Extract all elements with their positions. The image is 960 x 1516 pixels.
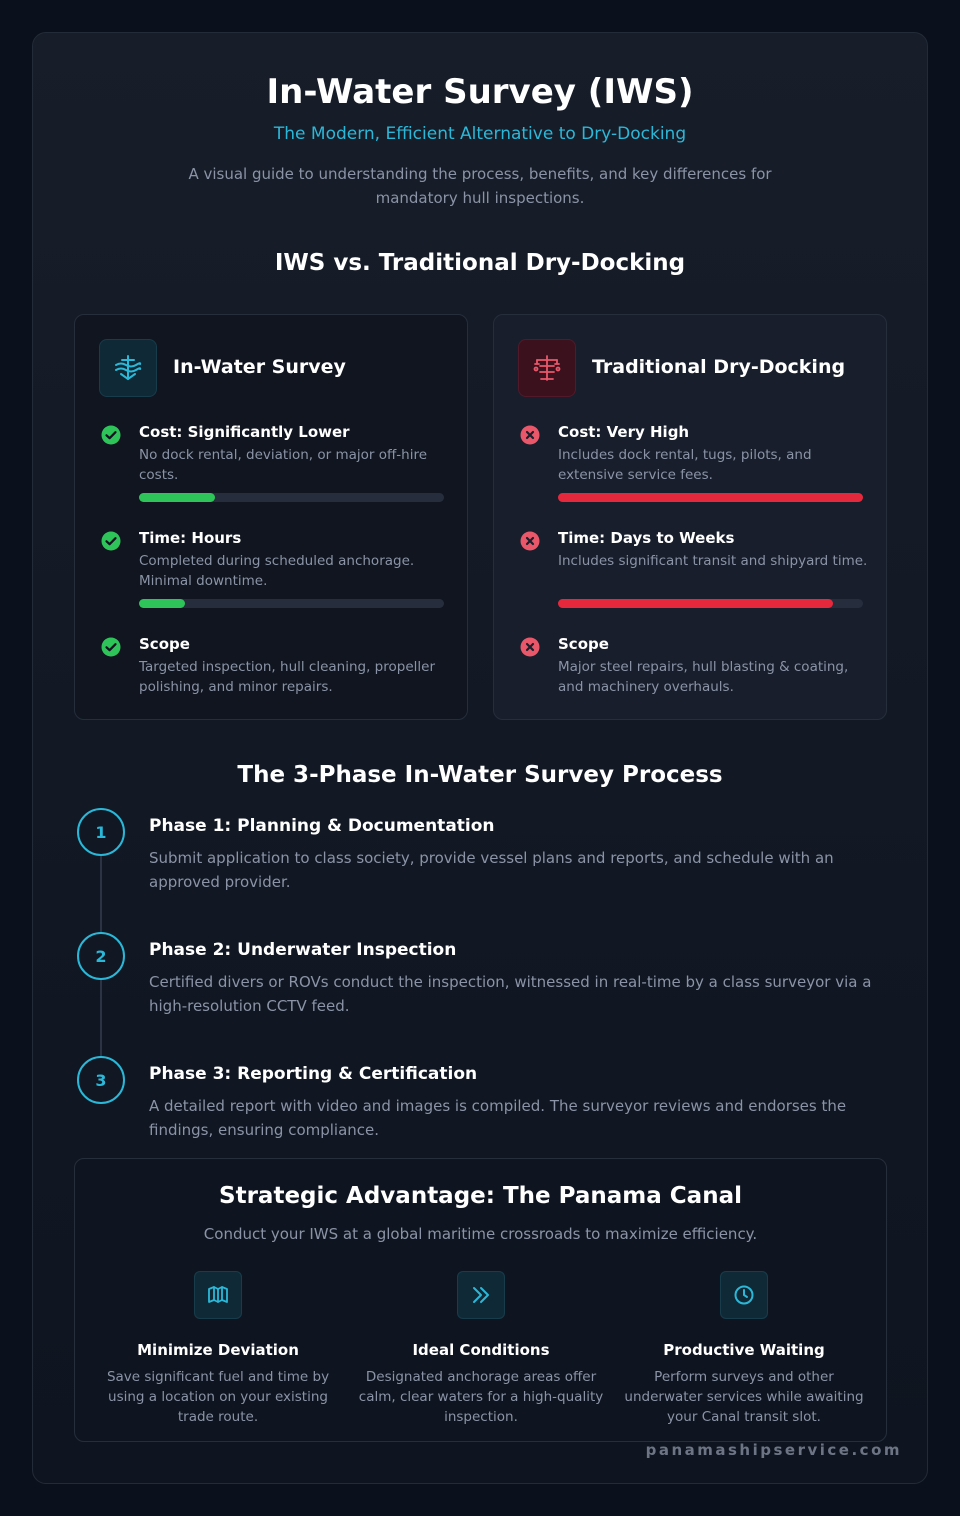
- comparison-section-title: IWS vs. Traditional Dry-Docking: [274, 250, 686, 276]
- x-circle-icon: [520, 637, 540, 657]
- check-circle-icon: [101, 531, 121, 551]
- feature-desc: Perform surveys and other underwater services while awaiting your Canal transit slot.: [624, 1369, 864, 1425]
- check-circle-icon: [101, 425, 121, 445]
- intro-text: A visual guide to understanding the process, benefits, and key differences for mandatory hull inspections.: [188, 165, 772, 207]
- panama-subtitle: Conduct your IWS at a global maritime crossroads to maximize efficiency.: [203, 1225, 758, 1243]
- feature-desc: Save significant fuel and time by using a location on your existing trade route.: [106, 1369, 330, 1425]
- phase-3-title: Phase 3: Reporting & Certification: [149, 1064, 478, 1084]
- drydock-time-bar-fill: [558, 599, 833, 608]
- panama-panel: [74, 1158, 887, 1442]
- phase-3-desc: A detailed report with video and images is compiled. The surveyor reviews and endorses the findings, ensuring compliance.: [149, 1097, 847, 1139]
- feature-title: Minimize Deviation: [137, 1341, 299, 1359]
- drydock-cost-bar-fill: [558, 493, 863, 502]
- phase-1-title: Phase 1: Planning & Documentation: [149, 816, 495, 836]
- x-circle-icon: [520, 531, 540, 551]
- feature-title: Ideal Conditions: [412, 1341, 550, 1359]
- drydock-cost-desc: Includes dock rental, tugs, pilots, and extensive service fees.: [558, 447, 812, 483]
- iws-cost-desc: No dock rental, deviation, or major off-hire costs.: [139, 447, 428, 483]
- iws-time-bar-fill: [139, 599, 185, 608]
- iws-time-title: Time: Hours: [139, 529, 242, 547]
- phase-2-number: 2: [77, 932, 125, 980]
- iws-cost-bar-fill: [139, 493, 215, 502]
- phase-3-number: 3: [77, 1056, 125, 1104]
- drydock-heading: Traditional Dry-Docking: [592, 356, 846, 378]
- iws-scope-desc: Targeted inspection, hull cleaning, propeller polishing, and minor repairs.: [139, 659, 435, 695]
- phase-2-title: Phase 2: Underwater Inspection: [149, 940, 457, 960]
- iws-time-bar: [139, 599, 444, 608]
- panama-title: Strategic Advantage: The Panama Canal: [219, 1183, 742, 1209]
- timeline-connector: [100, 980, 102, 1058]
- timeline-connector: [100, 856, 102, 934]
- feature-minimize-deviation: [87, 1271, 349, 1427]
- phase-2-desc: Certified divers or ROVs conduct the inspection, witnessed in real-time by a class surveyor via a high-resolution CCTV feed.: [149, 973, 872, 1015]
- process-section-title: The 3-Phase In-Water Survey Process: [237, 762, 723, 788]
- iws-card: [74, 314, 468, 720]
- iws-cost-title: Cost: Significantly Lower: [139, 423, 350, 441]
- drydock-card: [493, 314, 887, 720]
- chevrons-right-icon: [457, 1271, 505, 1319]
- phase-1-number: 1: [77, 808, 125, 856]
- page-subtitle: The Modern, Efficient Alternative to Dry-Docking: [273, 124, 687, 144]
- check-circle-icon: [101, 637, 121, 657]
- footer-site-link[interactable]: panamashipservice.com: [645, 1441, 902, 1459]
- feature-title: Productive Waiting: [663, 1341, 825, 1359]
- page-title: In-Water Survey (IWS): [266, 72, 694, 112]
- drydock-cost-bar: [558, 493, 863, 502]
- drydock-scope-desc: Major steel repairs, hull blasting & coating, and machinery overhauls.: [558, 659, 849, 695]
- map-icon: [194, 1271, 242, 1319]
- iws-time-desc: Completed during scheduled anchorage. Minimal downtime.: [139, 553, 415, 589]
- iws-scope-title: Scope: [139, 635, 190, 653]
- crane-icon: [518, 339, 576, 397]
- x-circle-icon: [520, 425, 540, 445]
- drydock-time-desc: Includes significant transit and shipyard time.: [558, 553, 868, 569]
- phase-1-desc: Submit application to class society, provide vessel plans and reports, and schedule with an approved provider.: [149, 849, 834, 891]
- feature-desc: Designated anchorage areas offer calm, clear waters for a high-quality inspection.: [358, 1369, 604, 1425]
- feature-ideal-conditions: [350, 1271, 612, 1427]
- iws-heading: In-Water Survey: [173, 356, 346, 378]
- feature-productive-waiting: [613, 1271, 875, 1427]
- drydock-scope-title: Scope: [558, 635, 609, 653]
- iws-cost-bar: [139, 493, 444, 502]
- anchor-waves-icon: [99, 339, 157, 397]
- clock-icon: [720, 1271, 768, 1319]
- drydock-cost-title: Cost: Very High: [558, 423, 690, 441]
- drydock-time-bar: [558, 599, 863, 608]
- drydock-time-title: Time: Days to Weeks: [558, 529, 735, 547]
